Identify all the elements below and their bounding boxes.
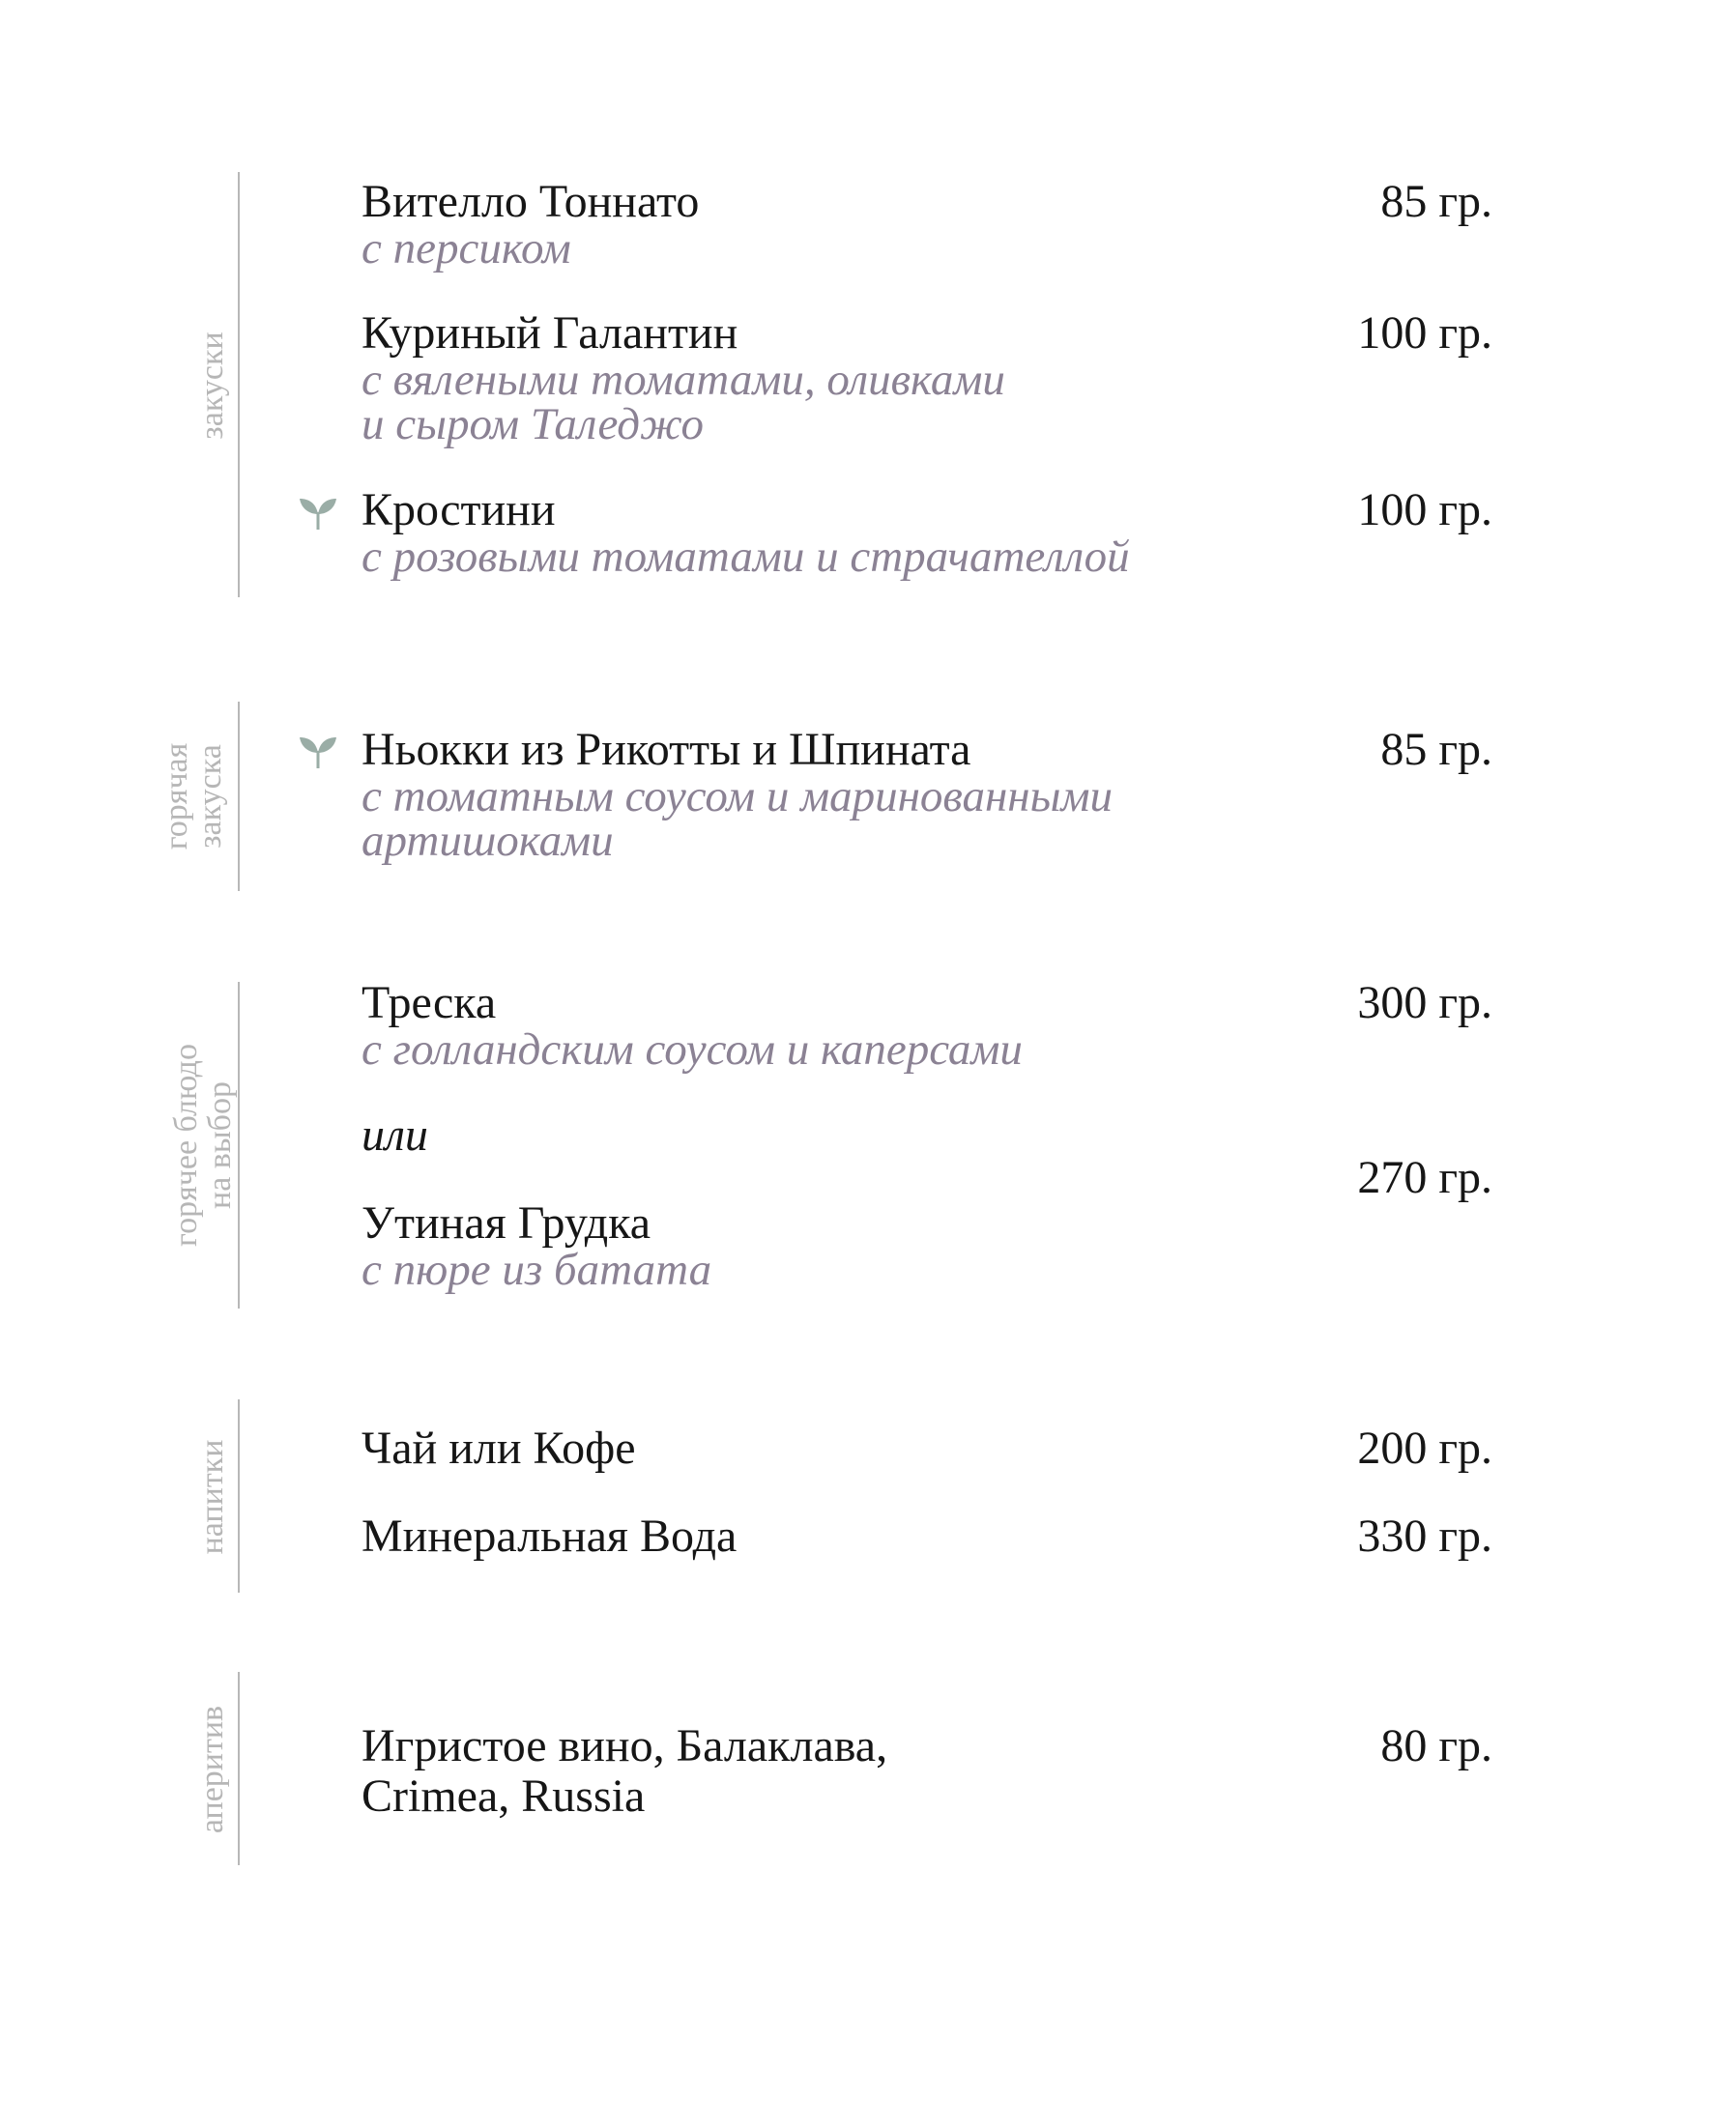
item-price: 100 гр.	[1357, 307, 1492, 359]
item-description: с пюре из батата	[362, 1245, 712, 1295]
item-title: Кростини	[362, 484, 556, 535]
item-price: 85 гр.	[1380, 176, 1492, 227]
section-divider-aperitif	[238, 1672, 240, 1865]
item-title: Crimea, Russia	[362, 1770, 646, 1822]
sprout-icon	[298, 493, 338, 532]
item-title: Минеральная Вода	[362, 1511, 738, 1562]
item-price: 270 гр.	[1357, 1152, 1492, 1203]
item-title: Чай или Кофе	[362, 1423, 636, 1474]
section-divider-main-course	[238, 982, 240, 1309]
section-divider-drinks	[238, 1399, 240, 1593]
item-title: Утиная Грудка	[362, 1197, 651, 1249]
item-description: с персиком	[362, 223, 571, 273]
item-description: с розовыми томатами и страчателлой	[362, 532, 1130, 582]
item-description: артишоками	[362, 816, 614, 866]
section-label-aperitif: аперитив	[194, 1705, 230, 1834]
section-label-line: горячая	[159, 742, 194, 850]
item-price: 300 гр.	[1357, 977, 1492, 1028]
section-label-zakuski: закуски	[194, 331, 230, 440]
or-separator: или	[362, 1109, 428, 1161]
section-label-line: на выбор	[202, 1081, 238, 1209]
section-label-drinks: напитки	[194, 1439, 230, 1555]
item-price: 330 гр.	[1357, 1511, 1492, 1562]
item-title: Игристое вино, Балаклава,	[362, 1720, 888, 1771]
item-price: 80 гр.	[1380, 1720, 1492, 1771]
section-label-main-course	[169, 1020, 237, 1271]
item-description: с томатным соусом и маринованными	[362, 771, 1113, 821]
item-description: и сыром Таледжо	[362, 399, 705, 449]
section-divider-hot-appetizer	[238, 702, 240, 891]
section-label-line: горячее блюдо	[168, 1044, 204, 1247]
sprout-icon	[298, 732, 338, 770]
section-label-hot-appetizer	[159, 700, 227, 893]
item-title: Треска	[362, 977, 497, 1028]
item-price: 200 гр.	[1357, 1423, 1492, 1474]
item-description: с вялеными томатами, оливками	[362, 355, 1005, 405]
section-divider-zakuski	[238, 172, 240, 597]
item-title: Куриный Галантин	[362, 307, 738, 359]
item-price: 85 гр.	[1380, 724, 1492, 775]
item-title: Вителло Тоннато	[362, 176, 700, 227]
item-title: Ньокки из Рикотты и Шпината	[362, 724, 971, 775]
item-price: 100 гр.	[1357, 484, 1492, 535]
section-label-line: закуска	[192, 744, 228, 849]
item-description: с голландским соусом и каперсами	[362, 1024, 1023, 1075]
